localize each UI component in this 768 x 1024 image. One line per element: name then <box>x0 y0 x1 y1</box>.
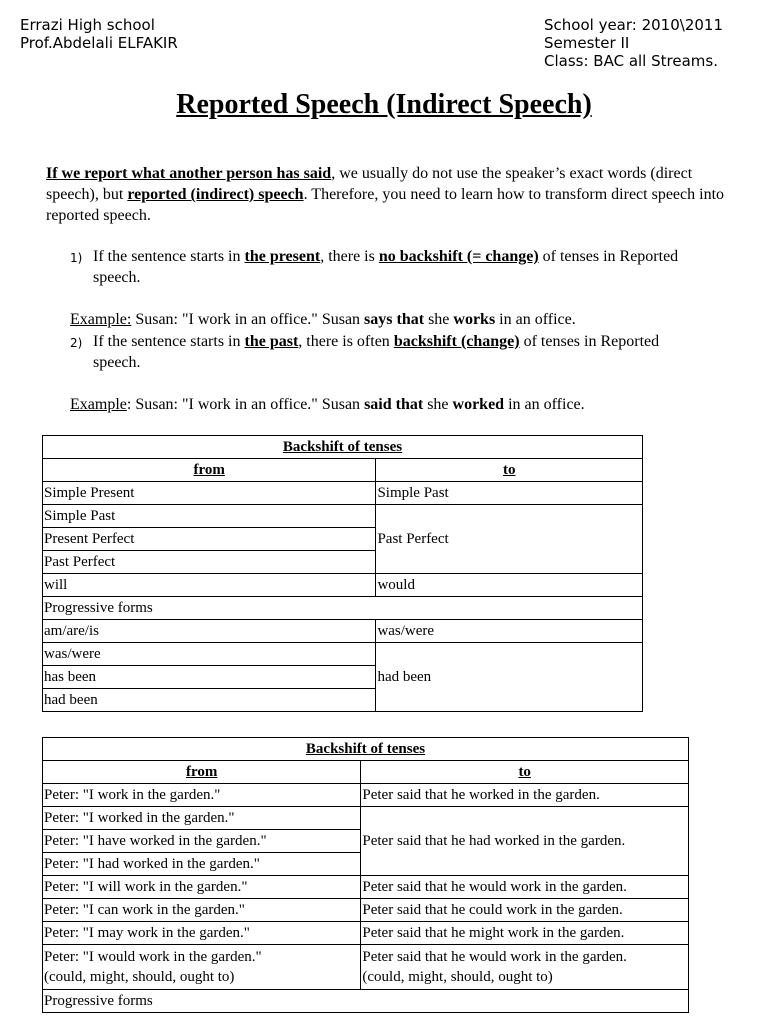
cell-to-line-2: (could, might, should, ought to) <box>362 969 553 985</box>
cell-from: Simple Past <box>43 505 376 528</box>
rule-text-e: of tenses in Reported speech. <box>93 248 679 286</box>
intro-emphasis: reported (indirect) speech <box>127 186 304 203</box>
cell-from: will <box>43 574 376 597</box>
table-row <box>43 738 689 761</box>
cell-from: Peter: "I had worked in the garden." <box>43 853 361 876</box>
table-row <box>43 436 643 459</box>
cell-from: had been <box>43 689 376 712</box>
cell-from: Past Perfect <box>43 551 376 574</box>
cell-to: Past Perfect <box>376 505 643 574</box>
table-row <box>43 459 643 482</box>
from-header: from <box>43 459 376 482</box>
rule-text-a: If the sentence starts in <box>93 333 245 350</box>
example-text-e: in an office. <box>504 396 585 413</box>
rule-text-c: , there is often <box>298 333 394 350</box>
from-header: from <box>43 761 361 784</box>
example-bold-d: worked <box>452 396 505 413</box>
cell-from: Peter: "I worked in the garden." <box>43 807 361 830</box>
rule-keyword: the past <box>244 333 299 350</box>
example-backshift-table <box>42 737 689 1013</box>
tense-backshift-table <box>42 435 643 712</box>
cell-from-line-2: (could, might, should, ought to) <box>44 969 235 985</box>
cell-from: Peter: "I have worked in the garden." <box>43 830 361 853</box>
rule-text <box>93 246 710 288</box>
progressive-forms-label: Progressive forms <box>43 990 689 1013</box>
cell-from: am/are/is <box>43 620 376 643</box>
cell-from: Peter: "I may work in the garden." <box>43 922 361 945</box>
table-row <box>43 899 689 922</box>
example-bold-b: says that <box>364 311 425 328</box>
table-row <box>43 620 643 643</box>
table-row <box>43 876 689 899</box>
rule-text-a: If the sentence starts in <box>93 248 245 265</box>
cell-to: had been <box>376 643 643 712</box>
cell-to: Peter said that he could work in the garden. <box>361 899 689 922</box>
cell-to: Simple Past <box>376 482 643 505</box>
cell-to: would <box>376 574 643 597</box>
example-label: Example <box>70 396 127 413</box>
rule-text-e: of tenses in Reported speech. <box>93 333 660 371</box>
intro-text-2: . Therefore, you need to learn how to transform direct speech into reported speech. <box>46 186 725 224</box>
rule-text <box>93 331 710 373</box>
cell-to <box>361 945 689 990</box>
rule-past <box>70 331 710 373</box>
example-text-a: : Susan: "I work in an office." Susan <box>126 396 365 413</box>
cell-from: Peter: "I will work in the garden." <box>43 876 361 899</box>
cell-to: was/were <box>376 620 643 643</box>
table-row <box>43 807 689 830</box>
cell-to: Peter said that he might work in the garden. <box>361 922 689 945</box>
cell-from: Present Perfect <box>43 528 376 551</box>
example-present <box>70 309 576 330</box>
table-row <box>43 643 643 666</box>
table-row <box>43 990 689 1013</box>
example-text-c: she <box>423 396 453 413</box>
cell-from: Simple Present <box>43 482 376 505</box>
cell-from: was/were <box>43 643 376 666</box>
rule-number: 1) <box>70 251 83 265</box>
semester: Semester II <box>544 34 630 52</box>
example-text-e: in an office. <box>495 311 576 328</box>
table-row <box>43 945 689 990</box>
rule-keyword-2: backshift (change) <box>393 333 520 350</box>
table-row <box>43 482 643 505</box>
example-past <box>70 394 585 415</box>
table-caption: Backshift of tenses <box>43 738 689 761</box>
table-row <box>43 574 643 597</box>
progressive-forms-label: Progressive forms <box>43 597 643 620</box>
rule-text-c: , there is <box>320 248 379 265</box>
cell-from-line-1: Peter: "I would work in the garden." <box>44 949 262 965</box>
table-row <box>43 761 689 784</box>
school-year: School year: 2010\2011 <box>544 16 723 34</box>
cell-from: Peter: "I work in the garden." <box>43 784 361 807</box>
cell-to-line-1: Peter said that he would work in the garden. <box>362 949 627 965</box>
table-row <box>43 505 643 528</box>
to-header: to <box>376 459 643 482</box>
cell-from: has been <box>43 666 376 689</box>
to-header: to <box>361 761 689 784</box>
table-caption: Backshift of tenses <box>43 436 643 459</box>
example-text-a: Susan: "I work in an office." Susan <box>131 311 365 328</box>
intro-lead: If we report what another person has said <box>46 165 332 182</box>
cell-to: Peter said that he had worked in the garden. <box>361 807 689 876</box>
header-left <box>20 16 178 52</box>
teacher-name: Prof.Abdelali ELFAKIR <box>20 34 178 52</box>
table-row <box>43 784 689 807</box>
class-label: Class: BAC all Streams. <box>544 52 718 70</box>
cell-from <box>43 945 361 990</box>
cell-to: Peter said that he would work in the garden. <box>361 876 689 899</box>
table-row <box>43 597 643 620</box>
page-title: Reported Speech (Indirect Speech) <box>176 89 592 120</box>
header-right <box>544 16 723 70</box>
school-name: Errazi High school <box>20 16 155 34</box>
rule-keyword-2: no backshift (= change) <box>378 248 539 265</box>
rule-number: 2) <box>70 336 83 350</box>
rule-present <box>70 246 710 288</box>
intro-text-1: , we usually do not use the speaker’s exact words (direct speech), but <box>46 165 693 203</box>
rule-keyword: the present <box>244 248 321 265</box>
example-text-c: she <box>424 311 454 328</box>
table-row <box>43 922 689 945</box>
example-bold-d: works <box>453 311 496 328</box>
cell-from: Peter: "I can work in the garden." <box>43 899 361 922</box>
example-bold-b: said that <box>364 396 424 413</box>
intro-paragraph <box>46 163 726 226</box>
example-label: Example: <box>70 311 132 328</box>
cell-to: Peter said that he worked in the garden. <box>361 784 689 807</box>
